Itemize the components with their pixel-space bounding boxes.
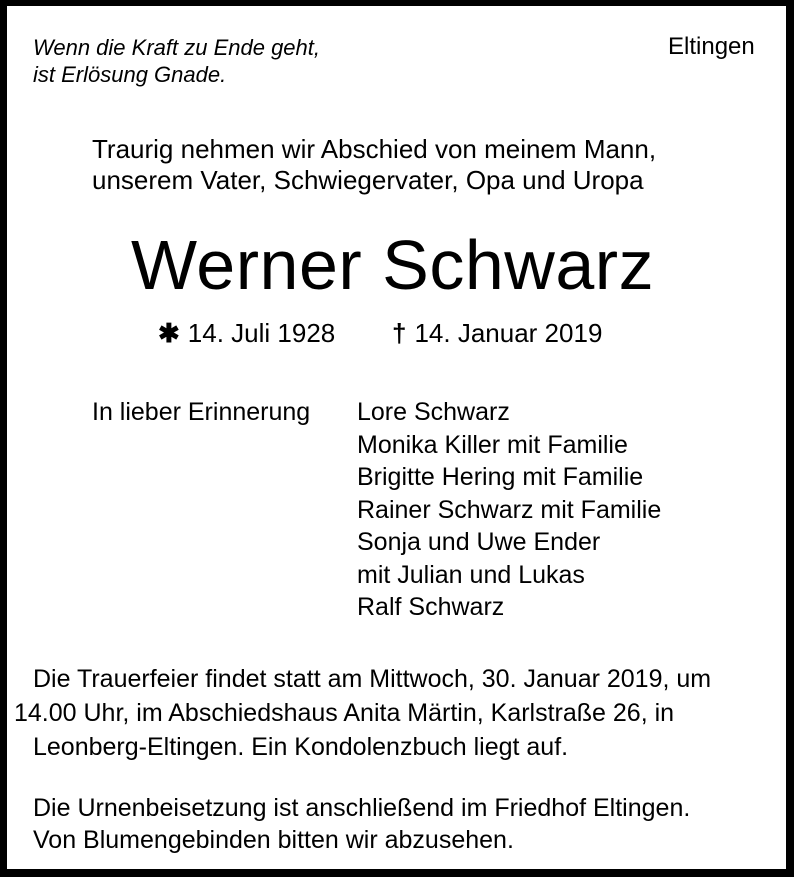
- mourner-item: mit Julian und Lukas: [357, 560, 585, 589]
- motto-line: Wenn die Kraft zu Ende geht,: [33, 35, 320, 60]
- motto-line: ist Erlösung Gnade.: [33, 62, 227, 87]
- cross-death-icon: †: [392, 318, 407, 348]
- place-name: Eltingen: [668, 33, 755, 60]
- mourner-item: Lore Schwarz: [357, 398, 510, 426]
- ceremony-details: [14, 662, 711, 764]
- deceased-name: Werner Schwarz: [131, 226, 655, 304]
- intro-text: [92, 134, 656, 196]
- ceremony-line: 14.00 Uhr, im Abschiedshaus Anita Märtin, Karlstraße 26, in: [14, 699, 675, 727]
- burial-line: Die Urnenbeisetzung ist anschließend im Friedhof Eltingen.: [33, 794, 691, 822]
- motto-quote: [33, 34, 320, 88]
- mourner-item: Ralf Schwarz: [357, 593, 505, 621]
- burial-details: [33, 792, 690, 856]
- memory-label: In lieber Erinnerung: [92, 398, 311, 426]
- asterisk-birth-icon: ✱: [158, 318, 180, 348]
- mourner-item: Rainer Schwarz mit Familie: [357, 495, 662, 524]
- birth-date: [158, 317, 335, 349]
- intro-line: Traurig nehmen wir Abschied von meinem Mann,: [92, 134, 657, 164]
- mourner-item: Monika Killer mit Familie: [357, 430, 628, 459]
- intro-line: unserem Vater, Schwiegervater, Opa und Uropa: [92, 165, 644, 195]
- birth-date-text: 14. Juli 1928: [187, 318, 336, 348]
- mourner-item: Brigitte Hering mit Familie: [357, 463, 644, 491]
- ceremony-line: Die Trauerfeier findet statt am Mittwoch, 30. Januar 2019, um: [33, 665, 712, 693]
- death-date-text: 14. Januar 2019: [414, 318, 603, 348]
- death-date: [392, 317, 602, 349]
- ceremony-line: Leonberg-Eltingen. Ein Kondolenzbuch liegt auf.: [33, 733, 569, 761]
- burial-line: Von Blumengebinden bitten wir abzusehen.: [33, 826, 514, 854]
- mourners-list: [357, 396, 661, 624]
- mourner-item: Sonja und Uwe Ender: [357, 528, 601, 556]
